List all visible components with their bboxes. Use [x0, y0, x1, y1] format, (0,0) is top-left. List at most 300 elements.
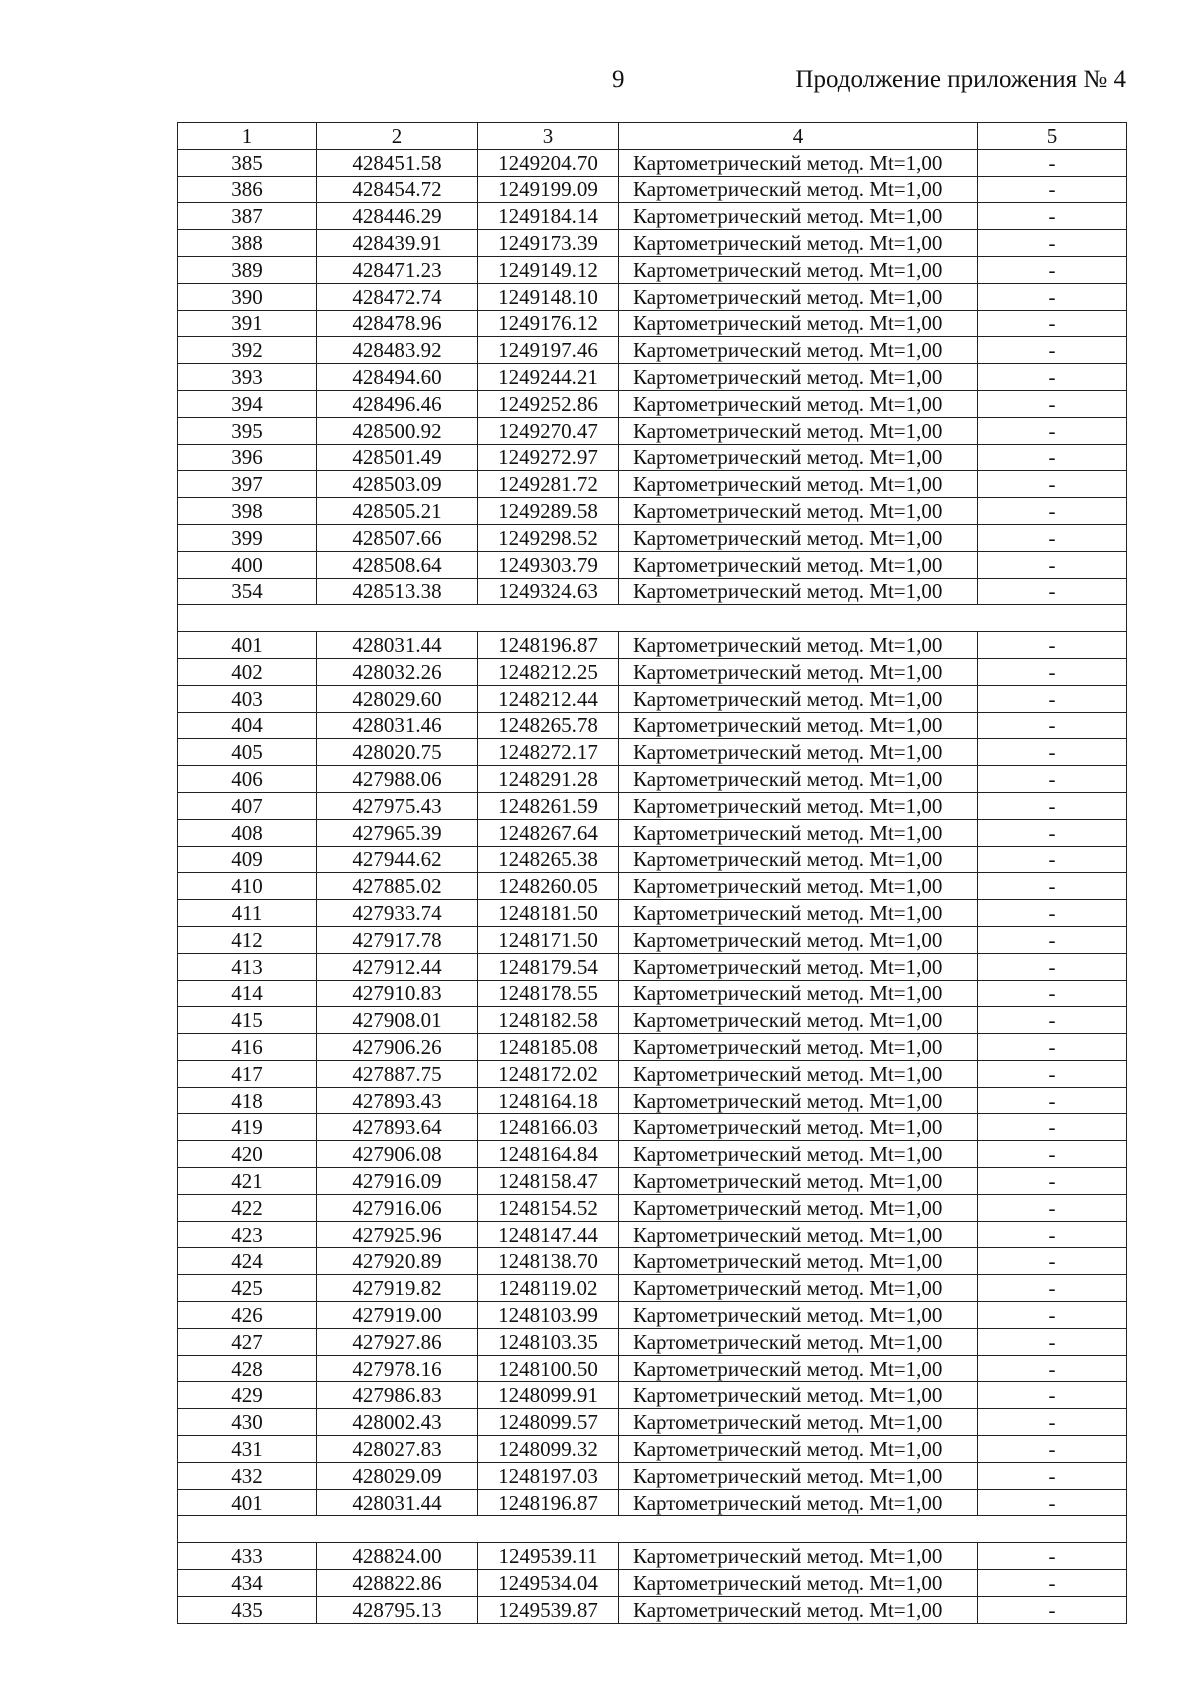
table-row	[178, 176, 1127, 203]
point-number-cell: 401	[178, 1489, 317, 1516]
method-cell: Картометрический метод. Mt=1,00	[619, 230, 978, 257]
method-cell: Картометрический метод. Mt=1,00	[619, 1302, 978, 1329]
point-number-cell: 434	[178, 1570, 317, 1597]
x-coordinate-cell: 428513.38	[317, 578, 478, 605]
y-coordinate-cell: 1249176.12	[478, 310, 619, 337]
method-cell: Картометрический метод. Mt=1,00	[619, 176, 978, 203]
note-cell: -	[978, 1060, 1127, 1087]
point-number-cell: 416	[178, 1034, 317, 1061]
method-cell: Картометрический метод. Mt=1,00	[619, 1114, 978, 1141]
group-separator-row	[178, 605, 1127, 632]
method-cell: Картометрический метод. Mt=1,00	[619, 283, 978, 310]
column-header: 4	[619, 123, 978, 150]
table-row	[178, 1221, 1127, 1248]
method-cell: Картометрический метод. Mt=1,00	[619, 685, 978, 712]
point-number-cell: 405	[178, 739, 317, 766]
table-row	[178, 792, 1127, 819]
x-coordinate-cell: 427912.44	[317, 953, 478, 980]
method-cell: Картометрический метод. Mt=1,00	[619, 632, 978, 659]
note-cell: -	[978, 1436, 1127, 1463]
note-cell: -	[978, 1302, 1127, 1329]
table-row	[178, 1462, 1127, 1489]
note-cell: -	[978, 1328, 1127, 1355]
y-coordinate-cell: 1248272.17	[478, 739, 619, 766]
table-row	[178, 846, 1127, 873]
note-cell: -	[978, 739, 1127, 766]
table-row	[178, 953, 1127, 980]
table-row	[178, 417, 1127, 444]
table-row	[178, 926, 1127, 953]
y-coordinate-cell: 1248171.50	[478, 926, 619, 953]
x-coordinate-cell: 427916.09	[317, 1168, 478, 1195]
point-number-cell: 411	[178, 900, 317, 927]
note-cell: -	[978, 712, 1127, 739]
method-cell: Картометрический метод. Mt=1,00	[619, 1355, 978, 1382]
note-cell: -	[978, 1248, 1127, 1275]
y-coordinate-cell: 1248099.91	[478, 1382, 619, 1409]
table-row	[178, 900, 1127, 927]
note-cell: -	[978, 551, 1127, 578]
method-cell: Картометрический метод. Mt=1,00	[619, 1382, 978, 1409]
table-row	[178, 819, 1127, 846]
y-coordinate-cell: 1249534.04	[478, 1570, 619, 1597]
table-row	[178, 1087, 1127, 1114]
table-row	[178, 364, 1127, 391]
x-coordinate-cell: 428031.44	[317, 1489, 478, 1516]
x-coordinate-cell: 427925.96	[317, 1221, 478, 1248]
method-cell: Картометрический метод. Mt=1,00	[619, 1436, 978, 1463]
table-row	[178, 739, 1127, 766]
note-cell: -	[978, 685, 1127, 712]
method-cell: Картометрический метод. Mt=1,00	[619, 524, 978, 551]
x-coordinate-cell: 427933.74	[317, 900, 478, 927]
x-coordinate-cell: 427885.02	[317, 873, 478, 900]
method-cell: Картометрический метод. Mt=1,00	[619, 1221, 978, 1248]
x-coordinate-cell: 428503.09	[317, 471, 478, 498]
point-number-cell: 386	[178, 176, 317, 203]
table-row	[178, 310, 1127, 337]
x-coordinate-cell: 428478.96	[317, 310, 478, 337]
x-coordinate-cell: 427893.64	[317, 1114, 478, 1141]
x-coordinate-cell: 428439.91	[317, 230, 478, 257]
y-coordinate-cell: 1248265.78	[478, 712, 619, 739]
y-coordinate-cell: 1249324.63	[478, 578, 619, 605]
x-coordinate-cell: 428483.92	[317, 337, 478, 364]
y-coordinate-cell: 1248103.99	[478, 1302, 619, 1329]
x-coordinate-cell: 427975.43	[317, 792, 478, 819]
x-coordinate-cell: 427887.75	[317, 1060, 478, 1087]
point-number-cell: 387	[178, 203, 317, 230]
method-cell: Картометрический метод. Mt=1,00	[619, 471, 978, 498]
point-number-cell: 432	[178, 1462, 317, 1489]
table-row	[178, 1596, 1127, 1623]
x-coordinate-cell: 427944.62	[317, 846, 478, 873]
note-cell: -	[978, 390, 1127, 417]
x-coordinate-cell: 428031.44	[317, 632, 478, 659]
header-title: Продолжение приложения № 4	[795, 66, 1126, 93]
table-row	[178, 1194, 1127, 1221]
note-cell: -	[978, 1355, 1127, 1382]
y-coordinate-cell: 1248164.18	[478, 1087, 619, 1114]
note-cell: -	[978, 471, 1127, 498]
point-number-cell: 406	[178, 766, 317, 793]
x-coordinate-cell: 427906.08	[317, 1141, 478, 1168]
x-coordinate-cell: 428032.26	[317, 658, 478, 685]
x-coordinate-cell: 427978.16	[317, 1355, 478, 1382]
x-coordinate-cell: 428822.86	[317, 1570, 478, 1597]
table-row	[178, 1248, 1127, 1275]
point-number-cell: 354	[178, 578, 317, 605]
note-cell: -	[978, 498, 1127, 525]
method-cell: Картометрический метод. Mt=1,00	[619, 792, 978, 819]
note-cell: -	[978, 1087, 1127, 1114]
y-coordinate-cell: 1248158.47	[478, 1168, 619, 1195]
method-cell: Картометрический метод. Mt=1,00	[619, 766, 978, 793]
note-cell: -	[978, 444, 1127, 471]
x-coordinate-cell: 428494.60	[317, 364, 478, 391]
y-coordinate-cell: 1248164.84	[478, 1141, 619, 1168]
x-coordinate-cell: 427965.39	[317, 819, 478, 846]
method-cell: Картометрический метод. Mt=1,00	[619, 417, 978, 444]
y-coordinate-cell: 1248138.70	[478, 1248, 619, 1275]
table-row	[178, 1034, 1127, 1061]
y-coordinate-cell: 1248166.03	[478, 1114, 619, 1141]
table-row	[178, 1436, 1127, 1463]
x-coordinate-cell: 428508.64	[317, 551, 478, 578]
y-coordinate-cell: 1248147.44	[478, 1221, 619, 1248]
x-coordinate-cell: 427988.06	[317, 766, 478, 793]
point-number-cell: 420	[178, 1141, 317, 1168]
note-cell: -	[978, 1462, 1127, 1489]
point-number-cell: 393	[178, 364, 317, 391]
x-coordinate-cell: 428824.00	[317, 1543, 478, 1570]
coordinates-table-body	[178, 123, 1127, 1624]
point-number-cell: 408	[178, 819, 317, 846]
point-number-cell: 417	[178, 1060, 317, 1087]
point-number-cell: 421	[178, 1168, 317, 1195]
note-cell: -	[978, 819, 1127, 846]
x-coordinate-cell: 428002.43	[317, 1409, 478, 1436]
method-cell: Картометрический метод. Mt=1,00	[619, 578, 978, 605]
x-coordinate-cell: 427906.26	[317, 1034, 478, 1061]
note-cell: -	[978, 283, 1127, 310]
page-header	[0, 66, 1200, 106]
table-row	[178, 658, 1127, 685]
note-cell: -	[978, 873, 1127, 900]
method-cell: Картометрический метод. Mt=1,00	[619, 1248, 978, 1275]
x-coordinate-cell: 428029.60	[317, 685, 478, 712]
y-coordinate-cell: 1248179.54	[478, 953, 619, 980]
note-cell: -	[978, 256, 1127, 283]
method-cell: Картометрический метод. Mt=1,00	[619, 712, 978, 739]
point-number-cell: 425	[178, 1275, 317, 1302]
point-number-cell: 389	[178, 256, 317, 283]
y-coordinate-cell: 1248265.38	[478, 846, 619, 873]
y-coordinate-cell: 1249173.39	[478, 230, 619, 257]
table-row	[178, 444, 1127, 471]
y-coordinate-cell: 1249303.79	[478, 551, 619, 578]
point-number-cell: 424	[178, 1248, 317, 1275]
table-row	[178, 203, 1127, 230]
method-cell: Картометрический метод. Mt=1,00	[619, 337, 978, 364]
note-cell: -	[978, 900, 1127, 927]
x-coordinate-cell: 427908.01	[317, 1007, 478, 1034]
y-coordinate-cell: 1249252.86	[478, 390, 619, 417]
x-coordinate-cell: 428501.49	[317, 444, 478, 471]
point-number-cell: 418	[178, 1087, 317, 1114]
table-row	[178, 230, 1127, 257]
method-cell: Картометрический метод. Mt=1,00	[619, 1007, 978, 1034]
table-header-row	[178, 123, 1127, 150]
y-coordinate-cell: 1248212.44	[478, 685, 619, 712]
table-row	[178, 551, 1127, 578]
table-row	[178, 256, 1127, 283]
x-coordinate-cell: 428020.75	[317, 739, 478, 766]
table-row	[178, 498, 1127, 525]
y-coordinate-cell: 1249184.14	[478, 203, 619, 230]
note-cell: -	[978, 364, 1127, 391]
point-number-cell: 426	[178, 1302, 317, 1329]
y-coordinate-cell: 1248100.50	[478, 1355, 619, 1382]
note-cell: -	[978, 953, 1127, 980]
method-cell: Картометрический метод. Mt=1,00	[619, 1060, 978, 1087]
y-coordinate-cell: 1248212.25	[478, 658, 619, 685]
table-row	[178, 471, 1127, 498]
x-coordinate-cell: 428451.58	[317, 149, 478, 176]
note-cell: -	[978, 1168, 1127, 1195]
point-number-cell: 427	[178, 1328, 317, 1355]
y-coordinate-cell: 1248181.50	[478, 900, 619, 927]
method-cell: Картометрический метод. Mt=1,00	[619, 1596, 978, 1623]
table-row	[178, 980, 1127, 1007]
table-row	[178, 1409, 1127, 1436]
y-coordinate-cell: 1249270.47	[478, 417, 619, 444]
table-row	[178, 149, 1127, 176]
x-coordinate-cell: 428500.92	[317, 417, 478, 444]
x-coordinate-cell: 428027.83	[317, 1436, 478, 1463]
coordinates-table	[177, 122, 1127, 1624]
y-coordinate-cell: 1249199.09	[478, 176, 619, 203]
y-coordinate-cell: 1248260.05	[478, 873, 619, 900]
method-cell: Картометрический метод. Mt=1,00	[619, 819, 978, 846]
method-cell: Картометрический метод. Mt=1,00	[619, 1034, 978, 1061]
point-number-cell: 392	[178, 337, 317, 364]
x-coordinate-cell: 428029.09	[317, 1462, 478, 1489]
column-header: 2	[317, 123, 478, 150]
table-row	[178, 1060, 1127, 1087]
note-cell: -	[978, 846, 1127, 873]
x-coordinate-cell: 428795.13	[317, 1596, 478, 1623]
x-coordinate-cell: 427919.00	[317, 1302, 478, 1329]
y-coordinate-cell: 1249197.46	[478, 337, 619, 364]
table-row	[178, 1328, 1127, 1355]
y-coordinate-cell: 1248185.08	[478, 1034, 619, 1061]
note-cell: -	[978, 417, 1127, 444]
y-coordinate-cell: 1248291.28	[478, 766, 619, 793]
y-coordinate-cell: 1249204.70	[478, 149, 619, 176]
note-cell: -	[978, 1194, 1127, 1221]
x-coordinate-cell: 428496.46	[317, 390, 478, 417]
point-number-cell: 397	[178, 471, 317, 498]
table-row	[178, 873, 1127, 900]
table-row	[178, 1141, 1127, 1168]
x-coordinate-cell: 428471.23	[317, 256, 478, 283]
table-row	[178, 632, 1127, 659]
point-number-cell: 390	[178, 283, 317, 310]
note-cell: -	[978, 1596, 1127, 1623]
column-header: 3	[478, 123, 619, 150]
y-coordinate-cell: 1249539.87	[478, 1596, 619, 1623]
y-coordinate-cell: 1249539.11	[478, 1543, 619, 1570]
method-cell: Картометрический метод. Mt=1,00	[619, 390, 978, 417]
table-row	[178, 390, 1127, 417]
method-cell: Картометрический метод. Mt=1,00	[619, 953, 978, 980]
note-cell: -	[978, 1007, 1127, 1034]
point-number-cell: 409	[178, 846, 317, 873]
note-cell: -	[978, 658, 1127, 685]
method-cell: Картометрический метод. Mt=1,00	[619, 1462, 978, 1489]
y-coordinate-cell: 1249244.21	[478, 364, 619, 391]
y-coordinate-cell: 1248119.02	[478, 1275, 619, 1302]
method-cell: Картометрический метод. Mt=1,00	[619, 900, 978, 927]
x-coordinate-cell: 427893.43	[317, 1087, 478, 1114]
page-number: 9	[612, 66, 625, 93]
method-cell: Картометрический метод. Mt=1,00	[619, 873, 978, 900]
point-number-cell: 400	[178, 551, 317, 578]
point-number-cell: 423	[178, 1221, 317, 1248]
point-number-cell: 414	[178, 980, 317, 1007]
method-cell: Картометрический метод. Mt=1,00	[619, 498, 978, 525]
separator-cell	[178, 1516, 1127, 1543]
point-number-cell: 435	[178, 1596, 317, 1623]
method-cell: Картометрический метод. Mt=1,00	[619, 551, 978, 578]
point-number-cell: 398	[178, 498, 317, 525]
method-cell: Картометрический метод. Mt=1,00	[619, 658, 978, 685]
note-cell: -	[978, 230, 1127, 257]
column-header: 1	[178, 123, 317, 150]
note-cell: -	[978, 203, 1127, 230]
method-cell: Картометрический метод. Mt=1,00	[619, 310, 978, 337]
point-number-cell: 431	[178, 1436, 317, 1463]
table-row	[178, 1007, 1127, 1034]
y-coordinate-cell: 1248154.52	[478, 1194, 619, 1221]
point-number-cell: 429	[178, 1382, 317, 1409]
y-coordinate-cell: 1249298.52	[478, 524, 619, 551]
table-row	[178, 1168, 1127, 1195]
point-number-cell: 396	[178, 444, 317, 471]
y-coordinate-cell: 1248196.87	[478, 1489, 619, 1516]
x-coordinate-cell: 427927.86	[317, 1328, 478, 1355]
point-number-cell: 430	[178, 1409, 317, 1436]
note-cell: -	[978, 926, 1127, 953]
method-cell: Картометрический метод. Mt=1,00	[619, 1489, 978, 1516]
y-coordinate-cell: 1248103.35	[478, 1328, 619, 1355]
table-row	[178, 337, 1127, 364]
note-cell: -	[978, 149, 1127, 176]
note-cell: -	[978, 524, 1127, 551]
method-cell: Картометрический метод. Mt=1,00	[619, 1409, 978, 1436]
point-number-cell: 399	[178, 524, 317, 551]
method-cell: Картометрический метод. Mt=1,00	[619, 444, 978, 471]
method-cell: Картометрический метод. Mt=1,00	[619, 203, 978, 230]
x-coordinate-cell: 427986.83	[317, 1382, 478, 1409]
point-number-cell: 428	[178, 1355, 317, 1382]
table-row	[178, 1355, 1127, 1382]
table-row	[178, 1302, 1127, 1329]
table-row	[178, 283, 1127, 310]
note-cell: -	[978, 1141, 1127, 1168]
table-row	[178, 1570, 1127, 1597]
table-row	[178, 1275, 1127, 1302]
note-cell: -	[978, 1382, 1127, 1409]
note-cell: -	[978, 1570, 1127, 1597]
note-cell: -	[978, 980, 1127, 1007]
y-coordinate-cell: 1249148.10	[478, 283, 619, 310]
method-cell: Картометрический метод. Mt=1,00	[619, 256, 978, 283]
separator-cell	[178, 605, 1127, 632]
x-coordinate-cell: 428472.74	[317, 283, 478, 310]
method-cell: Картометрический метод. Mt=1,00	[619, 364, 978, 391]
x-coordinate-cell: 428031.46	[317, 712, 478, 739]
table-row	[178, 1489, 1127, 1516]
y-coordinate-cell: 1249289.58	[478, 498, 619, 525]
note-cell: -	[978, 176, 1127, 203]
note-cell: -	[978, 1114, 1127, 1141]
table-row	[178, 578, 1127, 605]
method-cell: Картометрический метод. Mt=1,00	[619, 1168, 978, 1195]
x-coordinate-cell: 427919.82	[317, 1275, 478, 1302]
method-cell: Картометрический метод. Mt=1,00	[619, 1194, 978, 1221]
x-coordinate-cell: 427917.78	[317, 926, 478, 953]
note-cell: -	[978, 1221, 1127, 1248]
x-coordinate-cell: 427920.89	[317, 1248, 478, 1275]
x-coordinate-cell: 427910.83	[317, 980, 478, 1007]
point-number-cell: 407	[178, 792, 317, 819]
method-cell: Картометрический метод. Mt=1,00	[619, 980, 978, 1007]
note-cell: -	[978, 792, 1127, 819]
point-number-cell: 401	[178, 632, 317, 659]
x-coordinate-cell: 428505.21	[317, 498, 478, 525]
y-coordinate-cell: 1249281.72	[478, 471, 619, 498]
method-cell: Картометрический метод. Mt=1,00	[619, 1328, 978, 1355]
table-row	[178, 712, 1127, 739]
point-number-cell: 385	[178, 149, 317, 176]
method-cell: Картометрический метод. Mt=1,00	[619, 1141, 978, 1168]
point-number-cell: 413	[178, 953, 317, 980]
y-coordinate-cell: 1248197.03	[478, 1462, 619, 1489]
y-coordinate-cell: 1248261.59	[478, 792, 619, 819]
note-cell: -	[978, 766, 1127, 793]
method-cell: Картометрический метод. Mt=1,00	[619, 1087, 978, 1114]
point-number-cell: 394	[178, 390, 317, 417]
x-coordinate-cell: 427916.06	[317, 1194, 478, 1221]
note-cell: -	[978, 578, 1127, 605]
y-coordinate-cell: 1248182.58	[478, 1007, 619, 1034]
method-cell: Картометрический метод. Mt=1,00	[619, 1570, 978, 1597]
note-cell: -	[978, 632, 1127, 659]
y-coordinate-cell: 1248196.87	[478, 632, 619, 659]
table-row	[178, 1382, 1127, 1409]
point-number-cell: 395	[178, 417, 317, 444]
note-cell: -	[978, 1034, 1127, 1061]
group-separator-row	[178, 1516, 1127, 1543]
note-cell: -	[978, 1275, 1127, 1302]
table-row	[178, 1114, 1127, 1141]
point-number-cell: 403	[178, 685, 317, 712]
point-number-cell: 412	[178, 926, 317, 953]
y-coordinate-cell: 1248172.02	[478, 1060, 619, 1087]
y-coordinate-cell: 1248178.55	[478, 980, 619, 1007]
